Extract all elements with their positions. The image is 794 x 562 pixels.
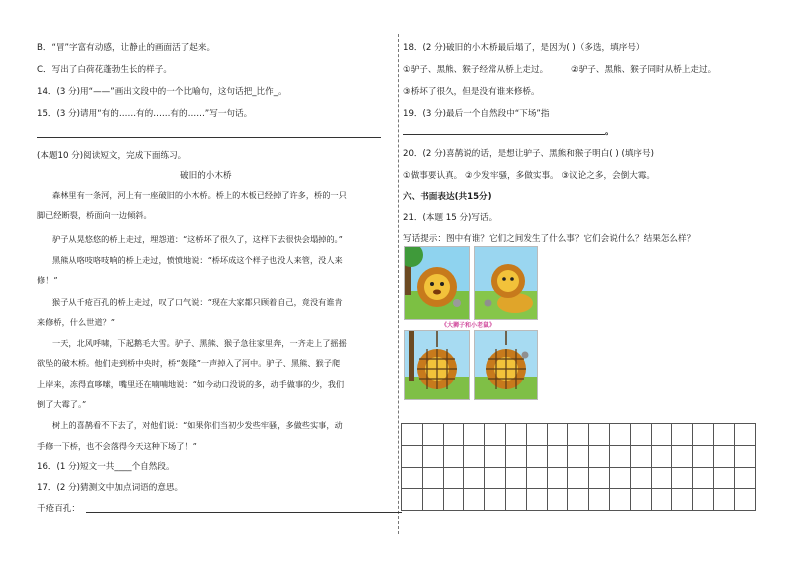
grid-cell[interactable]	[548, 489, 569, 511]
grid-row	[402, 424, 756, 446]
q19-end: 。	[605, 127, 614, 137]
lion-in-net-illustration	[405, 331, 469, 399]
grid-cell[interactable]	[735, 446, 756, 468]
grid-cell[interactable]	[714, 468, 735, 490]
grid-cell[interactable]	[402, 489, 423, 511]
grid-cell[interactable]	[506, 446, 527, 468]
grid-cell[interactable]	[527, 489, 548, 511]
question-16: 16．(1 分)短文一共____个自然段。	[37, 462, 175, 472]
grid-cell[interactable]	[506, 424, 527, 446]
grid-cell[interactable]	[464, 446, 485, 468]
picture-panel-3	[404, 330, 470, 400]
picture-series-title: 《大狮子和小老鼠》	[441, 322, 496, 329]
grid-cell[interactable]	[631, 489, 652, 511]
question-19: 19．(3 分)最后一个自然段中“下场”指	[403, 109, 550, 119]
grid-cell[interactable]	[568, 424, 589, 446]
grid-cell[interactable]	[610, 446, 631, 468]
lion-awake-illustration	[475, 247, 537, 319]
grid-cell[interactable]	[714, 489, 735, 511]
question-21: 21．(本题 15 分)写话。	[403, 213, 498, 223]
grid-row	[402, 446, 756, 468]
para1-line2: 脚已经断裂，桥面向一边倾斜。	[37, 210, 152, 220]
para3-line1: 黑熊从咯吱咯吱响的桥上走过，愤愤地说：“桥坏成这个样子也没人来管，没人来	[52, 255, 343, 265]
writing-prompt: 写话提示：图中有谁？它们之间发生了什么事？它们会说什么？结果怎么样？	[403, 234, 696, 244]
q20-options: ①做事要认真。 ②少发牢骚，多做实事。 ③议论之多，会倒大霉。	[403, 171, 656, 181]
grid-cell[interactable]	[672, 446, 693, 468]
grid-cell[interactable]	[464, 489, 485, 511]
grid-cell[interactable]	[464, 468, 485, 490]
writing-grid[interactable]	[401, 423, 756, 511]
grid-cell[interactable]	[485, 468, 506, 490]
mouse-freeing-lion-illustration	[475, 331, 537, 399]
grid-cell[interactable]	[568, 446, 589, 468]
grid-cell[interactable]	[464, 424, 485, 446]
grid-cell[interactable]	[693, 446, 714, 468]
para5-line2: 欲坠的破木桥。他们走到桥中央时，桥“轰隆”一声掉入了河中。驴子、黑熊、猴子爬	[37, 358, 341, 368]
para4-line1: 猴子从千疮百孔的桥上走过，叹了口气说：“现在大家都只顾着自己，竟没有谁肯	[52, 297, 343, 307]
grid-cell[interactable]	[631, 468, 652, 490]
grid-cell[interactable]	[735, 489, 756, 511]
para6-line2: 手修一下桥，也不会落得今天这种下场了！”	[37, 441, 197, 451]
answer-line-15[interactable]	[37, 137, 381, 138]
grid-cell[interactable]	[589, 424, 610, 446]
grid-cell[interactable]	[672, 424, 693, 446]
answer-line-19[interactable]	[403, 134, 605, 135]
para5-line3: 上岸来，冻得直哆嗦，嘴里还在喃喃地说：“如今动口没说的多，动手做事的少，我们	[37, 379, 345, 389]
grid-cell[interactable]	[693, 424, 714, 446]
grid-cell[interactable]	[548, 424, 569, 446]
sleeping-lion-mouse-illustration	[405, 247, 469, 319]
option-b: B．“冒”字富有动感，让静止的画面活了起来。	[37, 43, 216, 53]
grid-cell[interactable]	[548, 468, 569, 490]
grid-cell[interactable]	[444, 424, 465, 446]
reading-intro: (本题10 分)阅读短文，完成下面练习。	[37, 151, 187, 161]
q18-option-3: ③桥坏了很久，但是没有谁来修桥。	[403, 87, 540, 97]
para6-line1: 树上的喜鹊看不下去了，对他们说：“如果你们当初少发些牢骚，多做些实事，动	[52, 420, 343, 430]
para1-line1: 森林里有一条河，河上有一座破旧的小木桥。桥上的木板已经掉了许多，桥的一只	[52, 190, 347, 200]
grid-cell[interactable]	[506, 468, 527, 490]
grid-cell[interactable]	[527, 424, 548, 446]
column-divider	[398, 34, 399, 534]
q18-option-1: ①驴子、黑熊、猴子经常从桥上走过。	[403, 65, 549, 75]
grid-cell[interactable]	[610, 489, 631, 511]
grid-cell[interactable]	[485, 424, 506, 446]
grid-cell[interactable]	[589, 446, 610, 468]
grid-cell[interactable]	[527, 468, 548, 490]
grid-cell[interactable]	[423, 424, 444, 446]
grid-cell[interactable]	[672, 489, 693, 511]
grid-cell[interactable]	[631, 424, 652, 446]
grid-cell[interactable]	[652, 468, 673, 490]
question-17-term: 千疮百孔：	[37, 504, 80, 514]
grid-cell[interactable]	[652, 446, 673, 468]
para5-line1: 一天，北风呼啸，下起鹅毛大雪。驴子、黑熊、猴子急往家里奔，一齐走上了摇摇	[52, 338, 347, 348]
section-6-heading: 六、书面表达(共15分)	[403, 192, 492, 202]
grid-row	[402, 468, 756, 490]
grid-cell[interactable]	[402, 446, 423, 468]
grid-cell[interactable]	[589, 489, 610, 511]
grid-cell[interactable]	[735, 468, 756, 490]
answer-line-17[interactable]	[86, 512, 402, 513]
grid-cell[interactable]	[589, 468, 610, 490]
picture-panel-1	[404, 246, 470, 320]
grid-cell[interactable]	[568, 468, 589, 490]
para2-line1: 驴子从晃悠悠的桥上走过，埋怨道：“这桥坏了很久了，这样下去很快会塌掉的。”	[52, 234, 343, 244]
grid-cell[interactable]	[402, 468, 423, 490]
grid-cell[interactable]	[402, 424, 423, 446]
grid-cell[interactable]	[610, 468, 631, 490]
grid-cell[interactable]	[444, 468, 465, 490]
grid-cell[interactable]	[506, 489, 527, 511]
grid-cell[interactable]	[423, 446, 444, 468]
grid-cell[interactable]	[693, 468, 714, 490]
question-17: 17．(2 分)猜测文中加点词语的意思。	[37, 483, 184, 493]
grid-cell[interactable]	[485, 446, 506, 468]
grid-cell[interactable]	[527, 446, 548, 468]
grid-cell[interactable]	[444, 489, 465, 511]
q18-option-2: ②驴子、黑熊、猴子同时从桥上走过。	[571, 65, 717, 75]
story-title: 破旧的小木桥	[180, 171, 232, 181]
para3-line2: 修！”	[37, 275, 58, 285]
option-c: C．写出了白荷花蓬勃生长的样子。	[37, 65, 172, 75]
picture-panel-4	[474, 330, 538, 400]
grid-row	[402, 489, 756, 511]
grid-cell[interactable]	[735, 424, 756, 446]
grid-cell[interactable]	[714, 424, 735, 446]
grid-cell[interactable]	[423, 468, 444, 490]
grid-cell[interactable]	[652, 489, 673, 511]
grid-cell[interactable]	[485, 489, 506, 511]
question-15: 15．(3 分)请用“有的……有的……有的……”写一句话。	[37, 109, 253, 119]
grid-cell[interactable]	[568, 489, 589, 511]
grid-cell[interactable]	[444, 446, 465, 468]
picture-panel-2	[474, 246, 538, 320]
question-14: 14．(3 分)用“——”画出文段中的一个比喻句，这句话把_比作_。	[37, 87, 287, 97]
grid-cell[interactable]	[610, 424, 631, 446]
question-18: 18．(2 分)破旧的小木桥最后塌了，是因为( )（多选，填序号）	[403, 43, 645, 53]
grid-cell[interactable]	[423, 489, 444, 511]
grid-cell[interactable]	[631, 446, 652, 468]
grid-cell[interactable]	[652, 424, 673, 446]
para5-line4: 倒了大霉了。”	[37, 399, 87, 409]
grid-cell[interactable]	[714, 446, 735, 468]
question-20: 20．(2 分)喜鹊说的话，是想让驴子、黑熊和猴子明白( ) (填序号)	[403, 149, 654, 159]
grid-cell[interactable]	[548, 446, 569, 468]
grid-cell[interactable]	[693, 489, 714, 511]
grid-cell[interactable]	[672, 468, 693, 490]
para4-line2: 来修桥，什么世道？”	[37, 317, 115, 327]
